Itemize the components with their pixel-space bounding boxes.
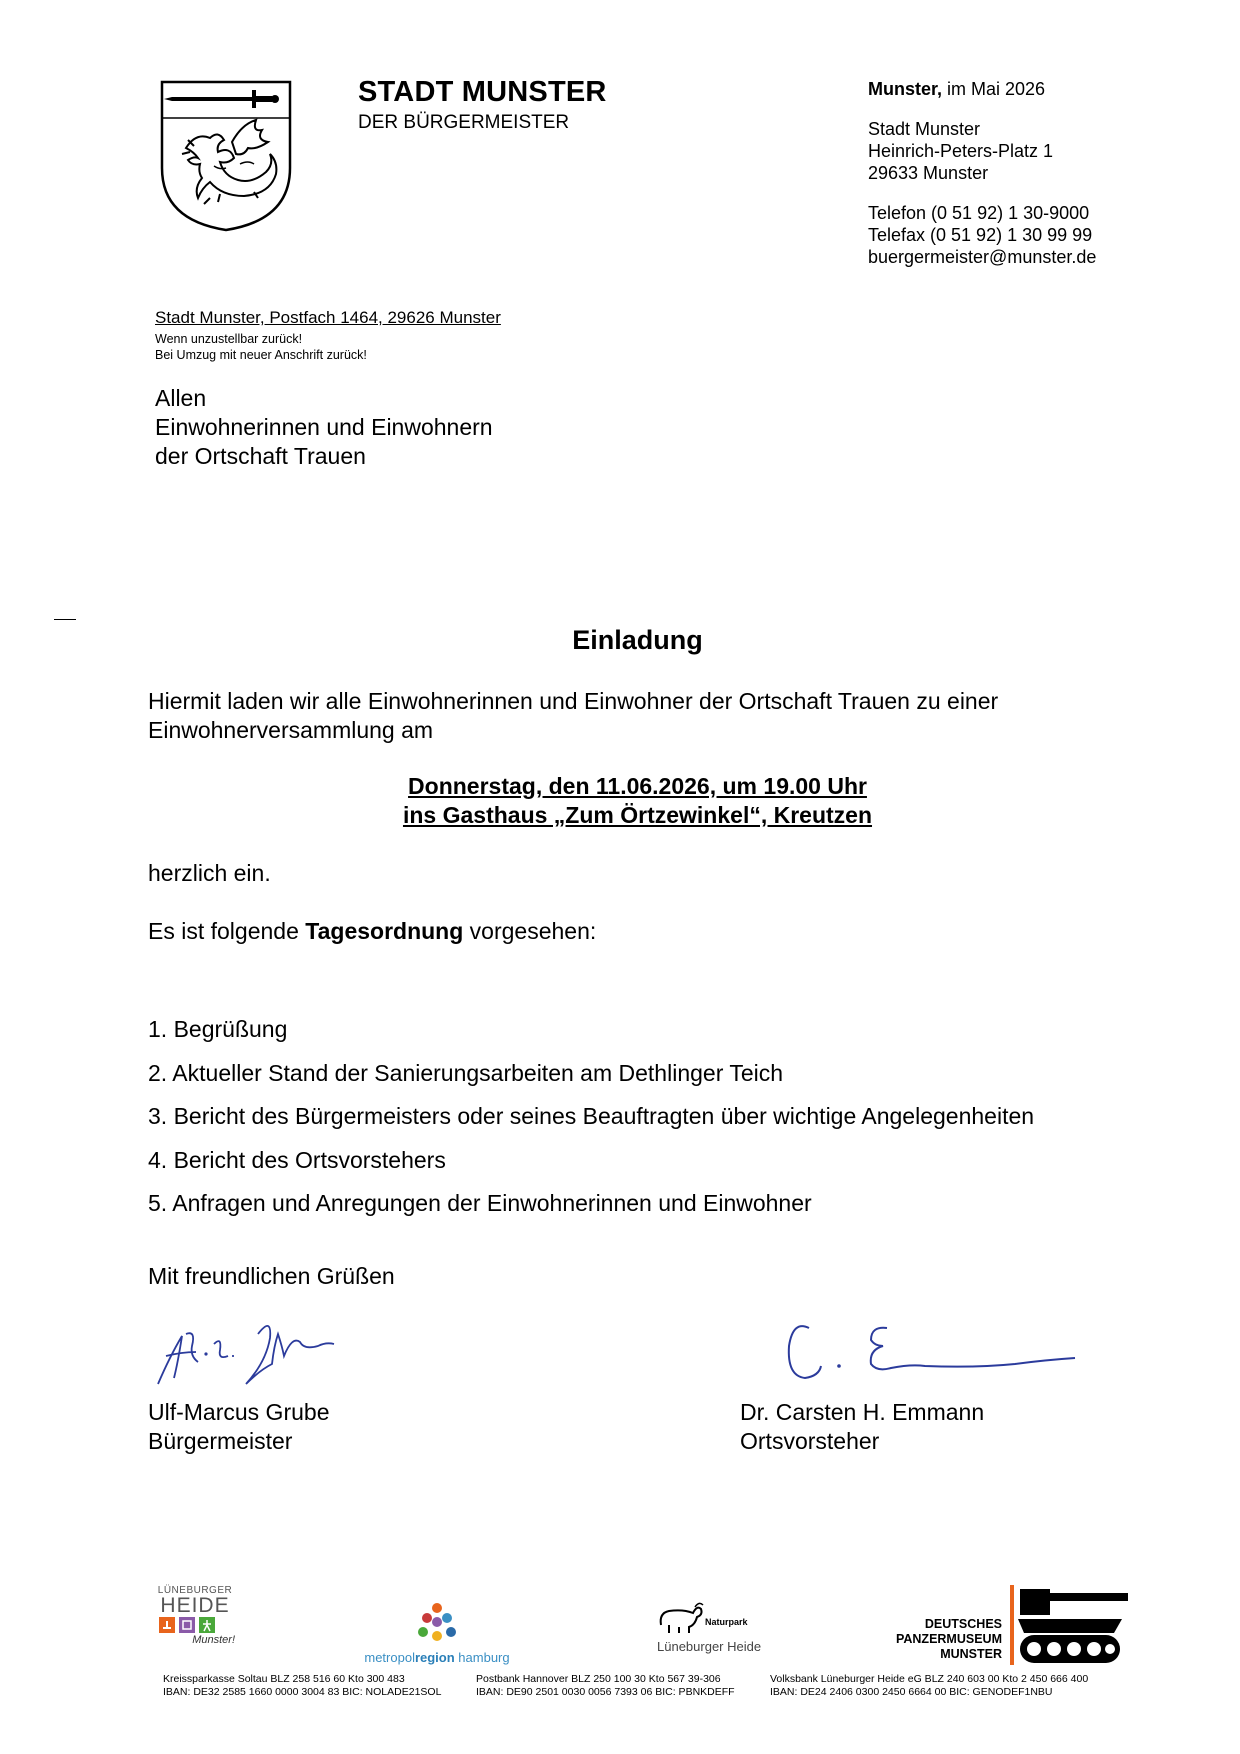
recipient-line: Einwohnerinnen und Einwohnern bbox=[155, 414, 493, 440]
intro-paragraph bbox=[148, 687, 1128, 745]
agenda-item: 3. Bericht des Bürgermeisters oder seines Beauftragten über wichtige Angelegenheiten bbox=[148, 1103, 1035, 1129]
metropol-text bbox=[352, 1650, 522, 1665]
metropolregion-hamburg-logo bbox=[352, 1600, 522, 1670]
agenda-item: 4. Bericht des Ortsvorstehers bbox=[148, 1146, 446, 1173]
event-details bbox=[0, 772, 1240, 830]
panzer-line: PANZERMUSEUM bbox=[895, 1632, 1002, 1646]
bank-line: Volksbank Lüneburger Heide eG BLZ 240 603 00 Kto 2 450 666 400 bbox=[770, 1673, 1089, 1685]
signer-mayor bbox=[148, 1398, 329, 1456]
bank-info bbox=[163, 1673, 441, 1699]
address-line: Heinrich-Peters-Platz 1 bbox=[868, 141, 1054, 161]
fold-mark bbox=[54, 619, 76, 620]
bank-iban: IBAN: DE32 2585 1660 0000 3004 83 BIC: NOLADE21SOL bbox=[163, 1686, 442, 1698]
heide-main-text: HEIDE bbox=[160, 1594, 230, 1617]
bank-line: Kreissparkasse Soltau BLZ 258 516 60 Kto 300 483 bbox=[163, 1673, 405, 1685]
lueneburger-heide-logo bbox=[155, 1585, 235, 1665]
agenda-intro-bold: Tagesordnung bbox=[305, 918, 464, 944]
signature-mayor bbox=[148, 1306, 348, 1394]
heide-top-text: LÜNEBURGER bbox=[157, 1585, 233, 1596]
return-address-main: Stadt Munster, Postfach 1464, 29626 Munster bbox=[155, 308, 501, 327]
agenda-intro-text: vorgesehen: bbox=[463, 918, 597, 944]
invite-closing: herzlich ein. bbox=[148, 860, 271, 886]
city-crest-logo bbox=[158, 80, 294, 232]
phone-line: Telefon (0 51 92) 1 30-9000 bbox=[868, 203, 1090, 223]
agenda-item: 5. Anfragen und Anregungen der Einwohnerinnen und Einwohner bbox=[148, 1190, 812, 1216]
return-note: Wenn unzustellbar zurück! bbox=[155, 332, 303, 346]
recipient-line: Allen bbox=[155, 385, 207, 411]
address-line: Stadt Munster bbox=[868, 119, 981, 139]
signer-role: Bürgermeister bbox=[148, 1428, 293, 1454]
sender-block bbox=[868, 78, 1096, 268]
greeting: Mit freundlichen Grüßen bbox=[148, 1263, 395, 1289]
panzermuseum-logo bbox=[890, 1585, 1130, 1665]
metropol-bold: region bbox=[414, 1650, 455, 1665]
agenda-intro bbox=[148, 917, 1128, 946]
fax-line: Telefax (0 51 92) 1 30 99 99 bbox=[868, 225, 1093, 245]
letter-title: Einladung bbox=[572, 625, 703, 655]
recipient-line: der Ortschaft Trauen bbox=[155, 443, 366, 469]
panzermuseum-text bbox=[896, 1617, 1002, 1662]
email-line: buergermeister@munster.de bbox=[868, 247, 1097, 267]
recipient-block bbox=[155, 384, 493, 471]
footer-logos bbox=[0, 1585, 1240, 1665]
date-text: im Mai 2026 bbox=[942, 79, 1046, 99]
agenda-item: 1. Begrüßung bbox=[148, 1016, 288, 1042]
signer-ortsvorsteher bbox=[740, 1398, 984, 1456]
return-note: Bei Umzug mit neuer Anschrift zurück! bbox=[155, 348, 367, 362]
org-name: STADT MUNSTER bbox=[358, 76, 607, 108]
signer-role: Ortsvorsteher bbox=[740, 1428, 880, 1454]
intro-line: Einwohnerversammlung am bbox=[148, 717, 434, 743]
org-subtitle: DER BÜRGERMEISTER bbox=[358, 112, 570, 133]
bank-info bbox=[770, 1673, 1088, 1699]
heide-sub-text: Munster! bbox=[192, 1634, 235, 1646]
agenda-list bbox=[148, 1015, 1034, 1233]
bank-info bbox=[476, 1673, 735, 1699]
signer-name: Ulf-Marcus Grube bbox=[148, 1399, 330, 1425]
address-line: 29633 Munster bbox=[868, 163, 989, 183]
naturpark-small-text: Naturpark bbox=[705, 1617, 748, 1627]
panzer-line: MUNSTER bbox=[940, 1647, 1002, 1661]
intro-line: Hiermit laden wir alle Einwohnerinnen und Einwohner der Ortschaft Trauen zu einer bbox=[148, 688, 999, 714]
signature-ortsvorsteher bbox=[775, 1306, 1085, 1394]
return-address bbox=[155, 308, 501, 363]
bank-iban: IBAN: DE90 2501 0030 0056 7393 06 BIC: PBNKDEFF bbox=[476, 1686, 735, 1698]
signer-name: Dr. Carsten H. Emmann bbox=[740, 1399, 985, 1425]
event-location: ins Gasthaus „Zum Örtzewinkel“, Kreutzen bbox=[402, 802, 873, 828]
metropol-post: hamburg bbox=[454, 1650, 510, 1665]
bank-line: Postbank Hannover BLZ 250 100 30 Kto 567 39-306 bbox=[476, 1673, 721, 1685]
naturpark-main-text: Lüneburger Heide bbox=[657, 1639, 762, 1654]
metropol-pre: metropol bbox=[364, 1650, 415, 1665]
event-date: Donnerstag, den 11.06.2026, um 19.00 Uhr bbox=[408, 773, 867, 799]
agenda-item: 2. Aktueller Stand der Sanierungsarbeiten am Dethlinger Teich bbox=[148, 1059, 784, 1086]
date-city: Munster, bbox=[868, 79, 943, 99]
agenda-intro-text: Es ist folgende bbox=[148, 918, 306, 944]
date-line bbox=[868, 78, 1096, 100]
naturpark-logo bbox=[655, 1595, 785, 1655]
bank-iban: IBAN: DE24 2406 0300 2450 6664 00 BIC: GENODEF1NBU bbox=[770, 1686, 1053, 1698]
panzer-line: DEUTSCHES bbox=[924, 1617, 1002, 1631]
